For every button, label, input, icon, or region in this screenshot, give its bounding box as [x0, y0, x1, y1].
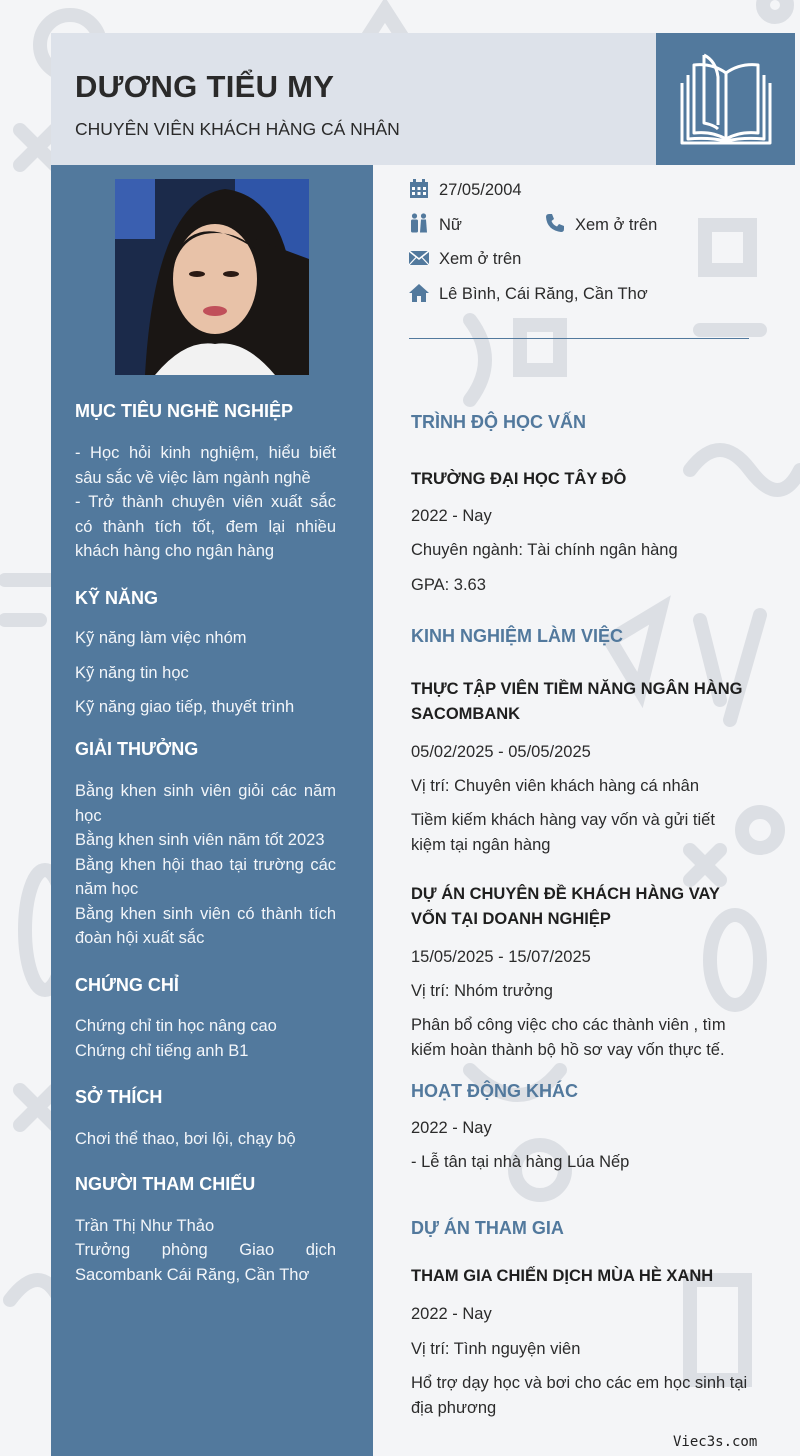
skill-item: Kỹ năng giao tiếp, thuyết trình — [75, 698, 295, 716]
job-position: Vị trí: Nhóm trưởng — [411, 982, 553, 1000]
open-book-icon — [678, 53, 774, 145]
gender-icon — [409, 213, 429, 233]
award-item: Bằng khen sinh viên giỏi các năm học — [75, 782, 336, 825]
education-gpa: GPA: 3.63 — [411, 576, 486, 594]
experience-title: KINH NGHIỆM LÀM VIỆC — [411, 626, 624, 646]
email-value: Xem ở trên — [439, 250, 522, 268]
award-item: Bằng khen sinh viên năm tốt 2023 — [75, 831, 325, 849]
education-school: TRƯỜNG ĐẠI HỌC TÂY ĐÔ — [411, 470, 627, 488]
birthday-value: 27/05/2004 — [439, 181, 522, 199]
hobbies-title: SỞ THÍCH — [75, 1087, 163, 1107]
skill-item: Kỹ năng làm việc nhóm — [75, 629, 247, 647]
skills-title: KỸ NĂNG — [75, 588, 159, 608]
certificate-item: Chứng chỉ tiếng anh B1 — [75, 1041, 249, 1060]
project-period: 2022 - Nay — [411, 1305, 492, 1323]
home-icon — [409, 283, 429, 303]
email-icon — [409, 248, 429, 268]
objective-line: - Học hỏi kinh nghiệm, hiểu biết sâu sắc về việc làm ngành nghề — [75, 444, 336, 487]
phone-icon — [545, 213, 565, 233]
award-item: Bằng khen sinh viên có thành tích đoàn hội xuất sắc — [75, 904, 336, 947]
education-period: 2022 - Nay — [411, 507, 492, 525]
reference-name: Trần Thị Như Thảo — [75, 1217, 215, 1235]
activities-title: HOẠT ĐỘNG KHÁC — [411, 1081, 578, 1101]
contact-divider — [409, 338, 749, 339]
awards-list — [75, 779, 336, 951]
job-description: Tiềm kiếm khách hàng vay vốn và gửi tiết kiệm tại ngân hàng — [411, 811, 715, 854]
project-name: THAM GIA CHIẾN DỊCH MÙA HÈ XANH — [411, 1267, 714, 1285]
references-title: NGƯỜI THAM CHIẾU — [75, 1174, 256, 1194]
project-description: Hổ trợ dạy học và bơi cho các em học sinh tại địa phương — [411, 1374, 748, 1417]
hobbies-text: Chơi thể thao, bơi lội, chạy bộ — [75, 1130, 296, 1148]
activities-period: 2022 - Nay — [411, 1119, 492, 1137]
job-description: Phân bổ công việc cho các thành viên , tìm kiếm hoàn thành bộ hồ sơ vay vốn thực tế. — [411, 1016, 726, 1059]
reference-detail: Trưởng phòng Giao dịch Sacombank Cái Răng, Cần Thơ — [75, 1241, 336, 1284]
job-position: Vị trí: Chuyên viên khách hàng cá nhân — [411, 777, 700, 795]
skill-item: Kỹ năng tin học — [75, 664, 189, 682]
job-name: THỰC TẬP VIÊN TIỀM NĂNG NGÂN HÀNG SACOMBANK — [411, 680, 743, 723]
calendar-icon — [409, 179, 429, 199]
activities-description: - Lễ tân tại nhà hàng Lúa Nếp — [411, 1153, 630, 1171]
education-title: TRÌNH ĐỘ HỌC VẤN — [411, 412, 586, 432]
certificates-title: CHỨNG CHỈ — [75, 975, 179, 995]
candidate-name: DƯƠNG TIỂU MY — [75, 69, 335, 104]
objective-title: MỤC TIÊU NGHỀ NGHIỆP — [75, 401, 294, 421]
left-sidebar — [51, 165, 373, 1456]
profile-photo — [115, 179, 309, 375]
objective-line: - Trở thành chuyên viên xuất sắc có thành tích tốt, đem lại nhiều khách hàng cho ngân hàng — [75, 493, 336, 560]
candidate-title: CHUYÊN VIÊN KHÁCH HÀNG CÁ NHÂN — [75, 119, 400, 139]
projects-title: DỰ ÁN THAM GIA — [411, 1218, 564, 1238]
education-major: Chuyên ngành: Tài chính ngân hàng — [411, 541, 678, 559]
gender-value: Nữ — [439, 216, 462, 234]
awards-title: GIẢI THƯỞNG — [75, 739, 199, 759]
award-item: Bằng khen hội thao tại trường các năm học — [75, 855, 336, 898]
objective-text — [75, 441, 336, 564]
project-position: Vị trí: Tình nguyện viên — [411, 1340, 581, 1358]
header-icon-box — [656, 33, 795, 165]
watermark: Viec3s.com — [673, 1434, 758, 1450]
job-period: 05/02/2025 - 05/05/2025 — [411, 743, 591, 761]
certificate-item: Chứng chỉ tin học nâng cao — [75, 1017, 277, 1035]
resume-header — [51, 33, 656, 165]
address-value: Lê Bình, Cái Răng, Cần Thơ — [439, 285, 648, 303]
job-period: 15/05/2025 - 15/07/2025 — [411, 948, 591, 966]
certificates-list — [75, 1014, 336, 1063]
phone-value: Xem ở trên — [575, 216, 658, 234]
job-name: DỰ ÁN CHUYÊN ĐỀ KHÁCH HÀNG VAY VỐN TẠI DOANH NGHIỆP — [411, 885, 720, 928]
